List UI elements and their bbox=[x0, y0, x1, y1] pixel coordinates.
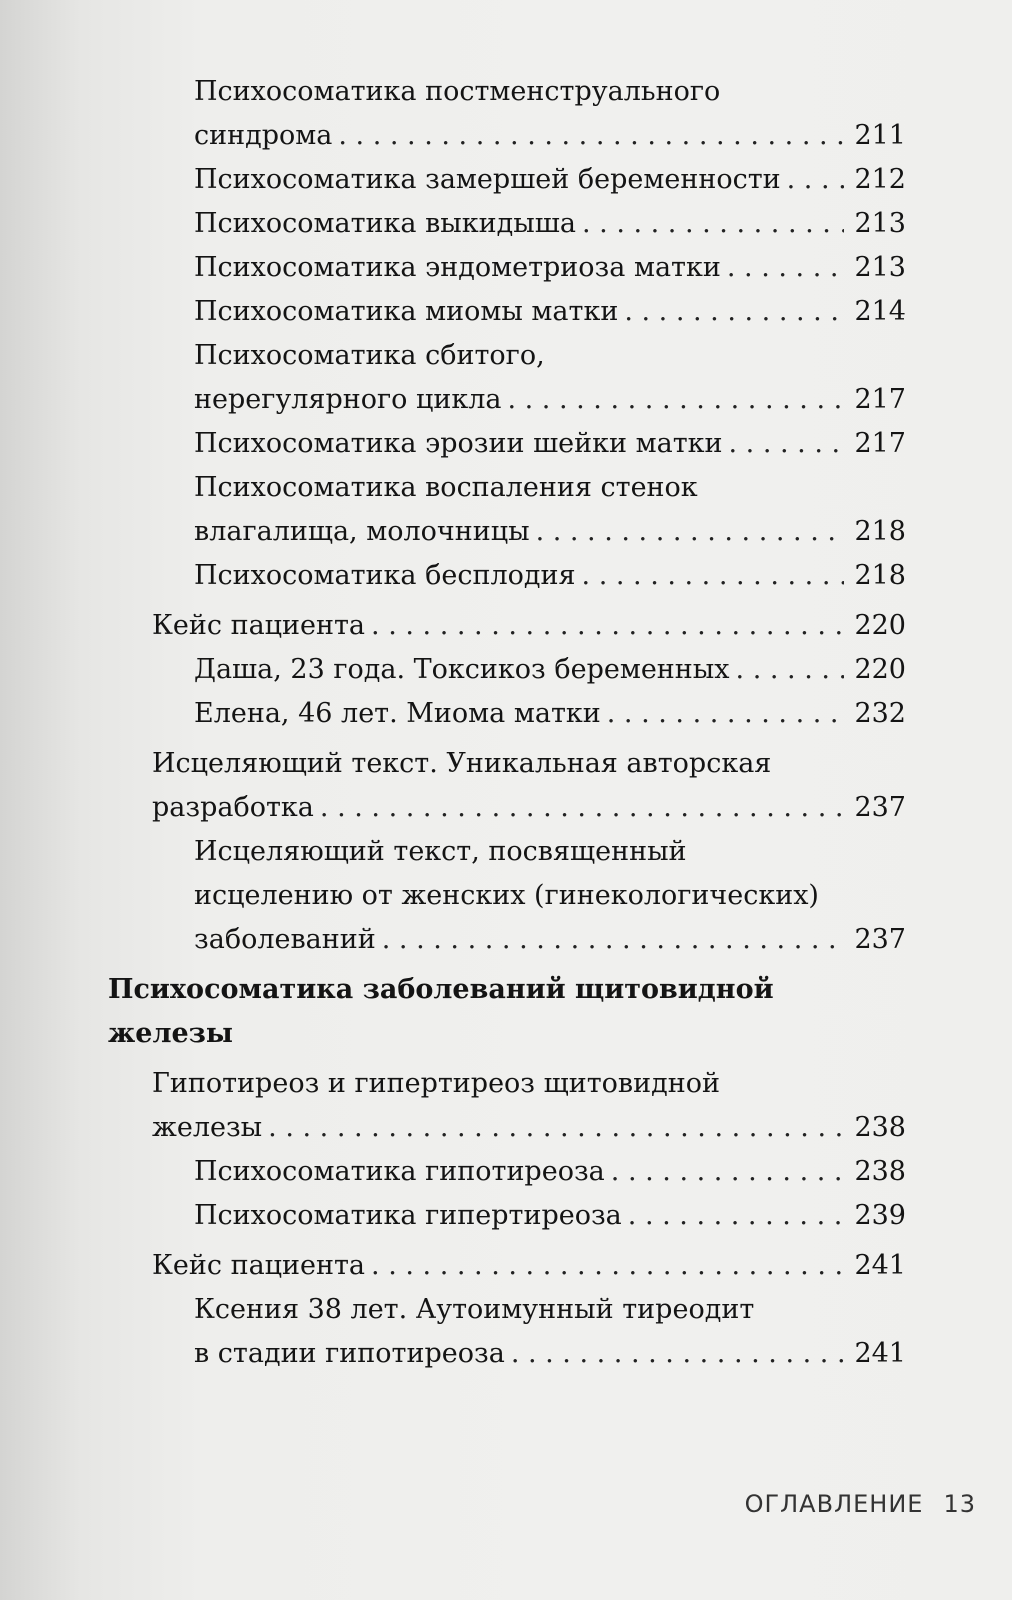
toc-entry-line bbox=[194, 246, 906, 290]
toc-entry-title: Кейс пациента bbox=[152, 610, 366, 641]
toc-entry bbox=[194, 1288, 906, 1376]
toc-entry bbox=[152, 604, 906, 648]
toc-entry-title: заболеваний bbox=[194, 924, 376, 955]
dot-leader bbox=[268, 1106, 844, 1150]
toc-entry bbox=[152, 742, 906, 830]
toc-entry-line bbox=[194, 466, 906, 510]
toc-entry-line bbox=[194, 510, 906, 554]
toc-page-number: 237 bbox=[854, 792, 906, 823]
dot-leader bbox=[729, 422, 845, 466]
toc-entry-title: Исцеляющий текст, посвященный bbox=[194, 836, 687, 867]
toc-entry bbox=[194, 290, 906, 334]
toc-entry-line bbox=[194, 114, 906, 158]
toc-entry bbox=[152, 1244, 906, 1288]
toc-page-number: 220 bbox=[854, 610, 906, 641]
toc-page-number: 220 bbox=[854, 654, 906, 685]
toc-entry-title: Психосоматика замершей беременности bbox=[194, 164, 781, 195]
toc-page-number: 241 bbox=[854, 1338, 906, 1369]
toc-entry bbox=[194, 422, 906, 466]
dot-leader bbox=[382, 918, 845, 962]
toc-entry bbox=[194, 334, 906, 422]
dot-leader bbox=[536, 510, 845, 554]
toc-entry-title: нерегулярного цикла bbox=[194, 384, 502, 415]
toc-entry bbox=[194, 466, 906, 554]
toc-entry-line bbox=[194, 918, 906, 962]
toc-entry-title: железы bbox=[152, 1112, 263, 1143]
toc-entry-line bbox=[194, 830, 906, 874]
toc-entry bbox=[194, 202, 906, 246]
toc-page-number: 218 bbox=[854, 560, 906, 591]
toc-entry-line bbox=[194, 290, 906, 334]
toc-page-number: 211 bbox=[854, 120, 906, 151]
toc-entry-line bbox=[194, 202, 906, 246]
toc-entry-line bbox=[152, 1062, 906, 1106]
toc-entry-line bbox=[194, 70, 906, 114]
toc-entry-title: Психосоматика эндометриоза матки bbox=[194, 252, 721, 283]
toc-entry-title: железы bbox=[108, 1018, 233, 1049]
toc-entry-title: Гипотиреоз и гипертиреоз щитовидной bbox=[152, 1068, 720, 1099]
toc-entry-title: Исцеляющий текст. Уникальная авторская bbox=[152, 748, 772, 779]
toc-entry-line bbox=[108, 968, 906, 1012]
dot-leader bbox=[628, 1194, 845, 1238]
toc-entry-line bbox=[152, 1244, 906, 1288]
footer-page-number: 13 bbox=[943, 1490, 976, 1518]
toc-entry bbox=[194, 1194, 906, 1238]
toc-entry-title: Психосоматика воспаления стенок bbox=[194, 472, 698, 503]
dot-leader bbox=[607, 692, 845, 736]
toc-entry-title: Елена, 46 лет. Миома матки bbox=[194, 698, 601, 729]
toc-entry-line bbox=[194, 422, 906, 466]
dot-leader bbox=[338, 114, 844, 158]
toc-page-number: 212 bbox=[854, 164, 906, 195]
table-of-contents bbox=[0, 70, 1012, 1376]
toc-entry-title: Ксения 38 лет. Аутоимунный тиреодит bbox=[194, 1294, 755, 1325]
toc-entry-line bbox=[152, 604, 906, 648]
dot-leader bbox=[611, 1150, 845, 1194]
toc-page-number: 237 bbox=[854, 924, 906, 955]
toc-entry bbox=[194, 1150, 906, 1194]
dot-leader bbox=[507, 378, 844, 422]
toc-page-number: 217 bbox=[854, 384, 906, 415]
dot-leader bbox=[371, 604, 844, 648]
dot-leader bbox=[320, 786, 845, 830]
toc-entry-title: Кейс пациента bbox=[152, 1250, 366, 1281]
toc-entry-line bbox=[194, 1332, 906, 1376]
toc-entry bbox=[194, 554, 906, 598]
dot-leader bbox=[582, 554, 845, 598]
toc-entry-line bbox=[194, 158, 906, 202]
toc-entry-line bbox=[194, 334, 906, 378]
toc-page-number: 214 bbox=[854, 296, 906, 327]
toc-entry-title: Психосоматика постменструального bbox=[194, 76, 721, 107]
dot-leader bbox=[624, 290, 844, 334]
toc-entry-title: Психосоматика эрозии шейки матки bbox=[194, 428, 723, 459]
toc-page-number: 232 bbox=[854, 698, 906, 729]
toc-page-number: 238 bbox=[854, 1112, 906, 1143]
dot-leader bbox=[787, 158, 845, 202]
toc-page-number: 239 bbox=[854, 1200, 906, 1231]
toc-entry-line bbox=[194, 1194, 906, 1238]
toc-entry-line bbox=[194, 1150, 906, 1194]
dot-leader bbox=[371, 1244, 844, 1288]
page-footer bbox=[745, 1490, 976, 1518]
toc-entry-line bbox=[152, 1106, 906, 1150]
toc-page-number: 213 bbox=[854, 208, 906, 239]
toc-entry-title: Психосоматика миомы матки bbox=[194, 296, 619, 327]
toc-entry-line bbox=[194, 1288, 906, 1332]
toc-entry bbox=[194, 648, 906, 692]
toc-entry bbox=[194, 246, 906, 290]
toc-entry-title: Психосоматика сбитого, bbox=[194, 340, 545, 371]
toc-entry bbox=[108, 968, 906, 1056]
toc-page-number: 217 bbox=[854, 428, 906, 459]
toc-entry-line bbox=[194, 648, 906, 692]
toc-entry bbox=[194, 70, 906, 158]
toc-entry-line bbox=[194, 378, 906, 422]
toc-entry-line bbox=[194, 554, 906, 598]
toc-entry bbox=[194, 830, 906, 962]
footer-section-title: ОГЛАВЛЕНИЕ bbox=[744, 1490, 924, 1518]
toc-entry-line bbox=[152, 742, 906, 786]
toc-entry-title: исцелению от женских (гинекологических) bbox=[194, 880, 819, 911]
toc-entry-line bbox=[108, 1012, 906, 1056]
toc-entry-title: Психосоматика выкидыша bbox=[194, 208, 576, 239]
toc-entry-line bbox=[152, 786, 906, 830]
toc-entry-title: Психосоматика бесплодия bbox=[194, 560, 576, 591]
dot-leader bbox=[727, 246, 845, 290]
dot-leader bbox=[511, 1332, 845, 1376]
toc-entry-line bbox=[194, 874, 906, 918]
toc-entry bbox=[194, 158, 906, 202]
toc-entry-title: Даша, 23 года. Токсикоз беременных bbox=[194, 654, 730, 685]
toc-entry-title: Психосоматика заболеваний щитовидной bbox=[108, 974, 774, 1005]
toc-entry-title: влагалища, молочницы bbox=[194, 516, 530, 547]
toc-page-number: 213 bbox=[854, 252, 906, 283]
dot-leader bbox=[582, 202, 844, 246]
toc-entry bbox=[152, 1062, 906, 1150]
toc-entry-title: в стадии гипотиреоза bbox=[194, 1338, 505, 1369]
toc-page-number: 218 bbox=[854, 516, 906, 547]
toc-page-number: 241 bbox=[854, 1250, 906, 1281]
dot-leader bbox=[736, 648, 845, 692]
toc-entry-title: Психосоматика гипотиреоза bbox=[194, 1156, 605, 1187]
toc-entry-line bbox=[194, 692, 906, 736]
toc-entry bbox=[194, 692, 906, 736]
toc-entry-title: Психосоматика гипертиреоза bbox=[194, 1200, 622, 1231]
toc-entry-title: синдрома bbox=[194, 120, 333, 151]
toc-entry-title: разработка bbox=[152, 792, 314, 823]
toc-page-number: 238 bbox=[854, 1156, 906, 1187]
